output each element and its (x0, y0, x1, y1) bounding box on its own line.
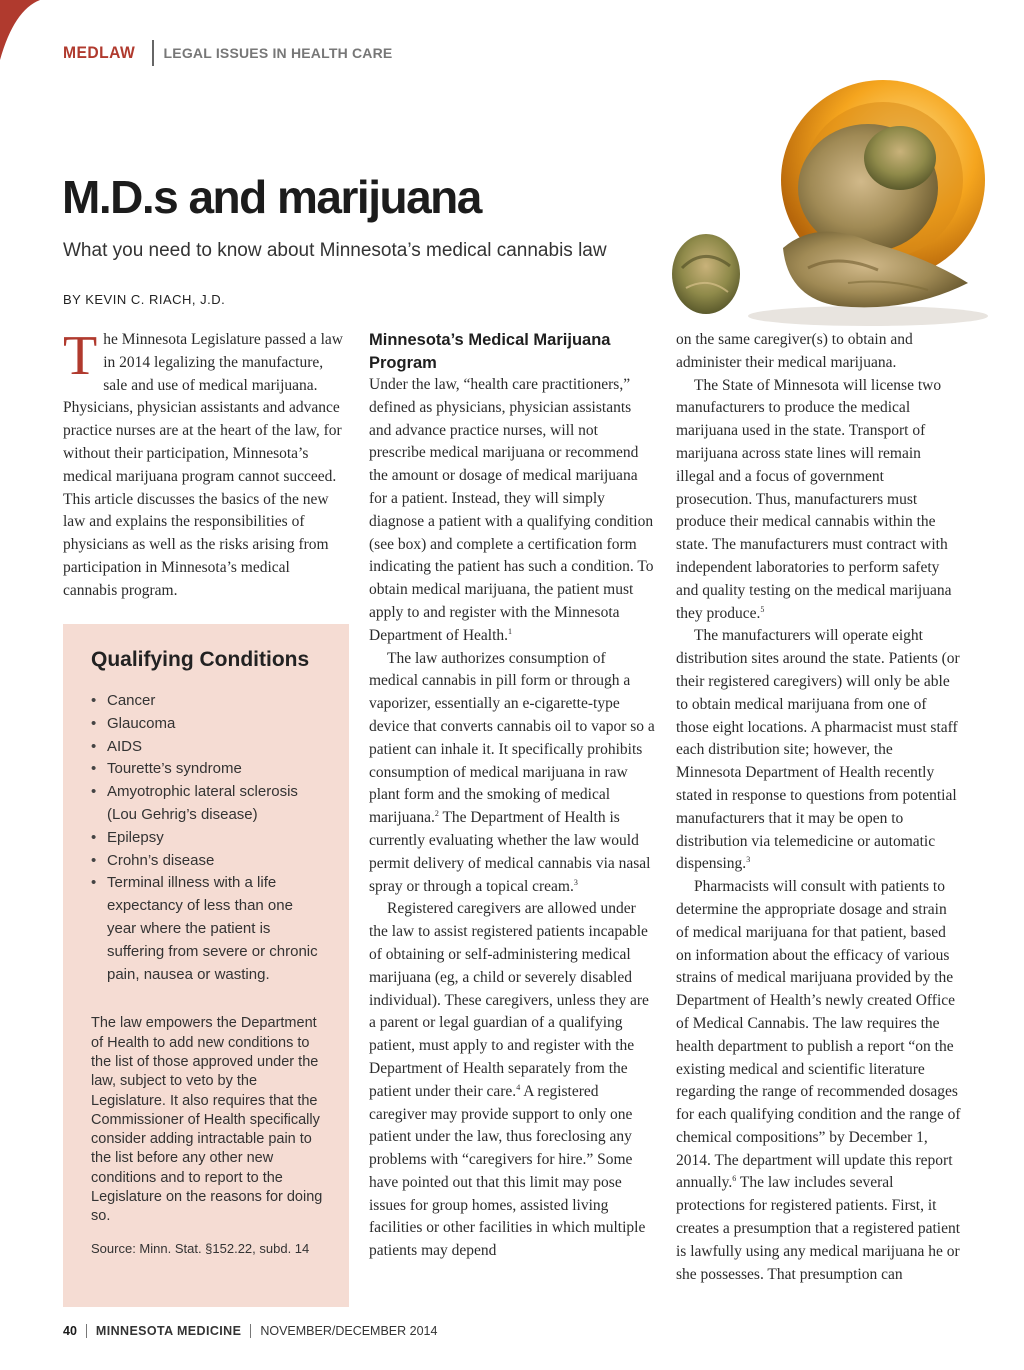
paragraph-text: The State of Minnesota will license two manufacturers to produce the medical marijuana used in the state. Transport of marijuana across state lines will remain illegal and a focus of government prosecution. Thus, manufacturers must produce their medical cannabis within the state. The manufacturers must contract with independent laboratories to perform safety and quality testing on the medical marijuana they produce. (676, 376, 952, 622)
column-2 (369, 329, 655, 1263)
paragraph-text: Under the law, “health care practitioners,” defined as physicians, physician assistants and advance practice nurses, will not prescribe medical marijuana or recommend the amount or dosage of medical marijuana for a patient. Instead, they will simply diagnose a patient with a qualifying condition (see box) and complete a certification form indicating the patient has such a condition. To obtain medical marijuana, the patient must apply to and register with the Minnesota Department of Health. (369, 376, 654, 644)
list-item: • Cancer (91, 690, 323, 713)
paragraph-text: The Department of Health is currently evaluating whether the law would permit delivery of medical cannabis via nasal spray or through a topical cream. (369, 809, 651, 895)
footnote-ref: 1 (508, 626, 513, 636)
paragraph-text: The manufacturers will operate eight distribution sites around the state. Patients (or their registered caregivers) will only be able to obtain medical marijuana from one of those eight locations. A pharmacist must staff each distribution site; however, the Minnesota Department of Health recently stated in response to questions from potential manufacturers that it may be open to distribution via telemedicine or automatic dispensing. (676, 627, 960, 873)
sidebar-note: The law empowers the Department of Health to add new conditions to the list of those approved under the law, subject to veto by the Legislature. It also requires that the Commissioner of Health specifically consider adding intractable pain to the list before any other new conditions and to report to the Legislature on the reasons for doing so. (91, 1015, 323, 1225)
list-item: • Tourette’s syndrome (91, 758, 323, 781)
header-section: LEGAL ISSUES IN HEALTH CARE (163, 45, 393, 61)
sidebar-title: Qualifying Conditions (91, 648, 310, 671)
running-header (63, 38, 392, 68)
paragraph (369, 898, 655, 1263)
footnote-ref: 2 (434, 808, 439, 818)
footnote-ref: 3 (573, 877, 578, 887)
paragraph-text: A registered caregiver may provide support to only one patient under the law, thus foreclosing any problems with “caregivers for hire.” Some have pointed out that this limit may pose issues for group homes, assisted living facilities or other facilities in which multiple patients may depend (369, 1082, 646, 1260)
paragraph (369, 374, 655, 648)
footnote-ref: 3 (746, 855, 751, 865)
paragraph-text: The law includes several protections for registered patients. First, it creates a presumption that a registered patient is lawfully using any medical marijuana he or she possesses. That presumption can (676, 1174, 961, 1283)
article-title: M.D.s and marijuana (62, 171, 481, 223)
article-byline: BY KEVIN C. RIACH, J.D. (63, 292, 226, 307)
dropcap: T (63, 325, 98, 387)
sidebar-source: Source: Minn. Stat. §152.22, subd. 14 (91, 1240, 310, 1256)
article-subtitle: What you need to know about Minnesota’s medical cannabis law (63, 240, 607, 261)
section-heading: Minnesota’s Medical Marijuana Program (369, 331, 611, 372)
issue-date: NOVEMBER/DECEMBER 2014 (260, 1324, 438, 1338)
header-brand: MEDLAW (63, 43, 136, 62)
header-divider (152, 40, 154, 66)
list-item: • AIDS (91, 736, 323, 759)
paragraph (676, 375, 962, 626)
paragraph-text: Registered caregivers are allowed under the law to assist registered patients incapable of obtaining or self-administering medical marijuana (eg, a child or severely disabled individual). These caregivers, unless they are a parent or legal guardian of a qualifying patient, must apply to and register with the Department of Health separately from the patient under their care. (369, 900, 649, 1100)
footnote-ref: 5 (760, 604, 765, 614)
paragraph (676, 625, 962, 876)
column-3 (676, 329, 962, 1286)
column-1 (63, 325, 347, 603)
page-footer (63, 1324, 437, 1338)
footer-divider (86, 1324, 87, 1338)
list-item: • Epilepsy (91, 827, 323, 850)
paragraph-text: on the same caregiver(s) to obtain and administer their medical marijuana. (676, 331, 913, 371)
paragraph-text: The law authorizes consumption of medical cannabis in pill form or through a vaporizer, essentially an e-cigarette-type device that converts cannabis oil to vapor so a patient can inhale it. It specifically prohibits consumption of medical marijuana in raw plant form and the smoking of medical marijuana. (369, 649, 655, 827)
magazine-name: MINNESOTA MEDICINE (95, 1324, 242, 1338)
paragraph (676, 876, 962, 1286)
paragraph (369, 648, 655, 899)
page-number: 40 (63, 1324, 77, 1338)
list-item: • Crohn’s disease (91, 850, 323, 873)
paragraph (676, 329, 962, 375)
list-item: • Amyotrophic lateral sclerosis (Lou Gehrig’s disease) (91, 781, 323, 827)
footer-divider (250, 1324, 251, 1338)
paragraph-text: Pharmacists will consult with patients to determine the appropriate dosage and strain of medical marijuana for that patient, based on information about the efficacy of various strains of medical marijuana provided by the Department of Health’s newly created Office of Medical Cannabis. The law requires the health department to publish a report “on the existing medical and scientific literature regarding the range of recommended dosages for each qualifying condition and the range of chemical compositions” by December 1, 2014. The department will update this report annually. (676, 878, 961, 1192)
list-item: • Terminal illness with a life expectancy of less than one year where the patient is suffering from severe or chronic pain, nausea or wasting. (91, 872, 323, 986)
intro-text: he Minnesota Legislature passed a law in 2014 legalizing the manufacture, sale and use of medical marijuana. Physicians, physician assistants and advance practice nurses are at the heart of the law, for without their participation, Minnesota’s medical marijuana program cannot succeed. This article discusses the basics of the new law and explains the responsibilities of physicians as well as the risks arising from participation in Minnesota’s medical cannabis program. (63, 331, 343, 599)
list-item: • Glaucoma (91, 713, 323, 736)
footnote-ref: 4 (516, 1082, 521, 1092)
intro-paragraph (63, 325, 347, 603)
conditions-list (91, 690, 323, 986)
corner-accent (0, 0, 40, 60)
footnote-ref: 6 (732, 1174, 737, 1184)
pill-bottle-with-cannabis-icon (668, 78, 990, 328)
qualifying-conditions-box (63, 624, 349, 1307)
